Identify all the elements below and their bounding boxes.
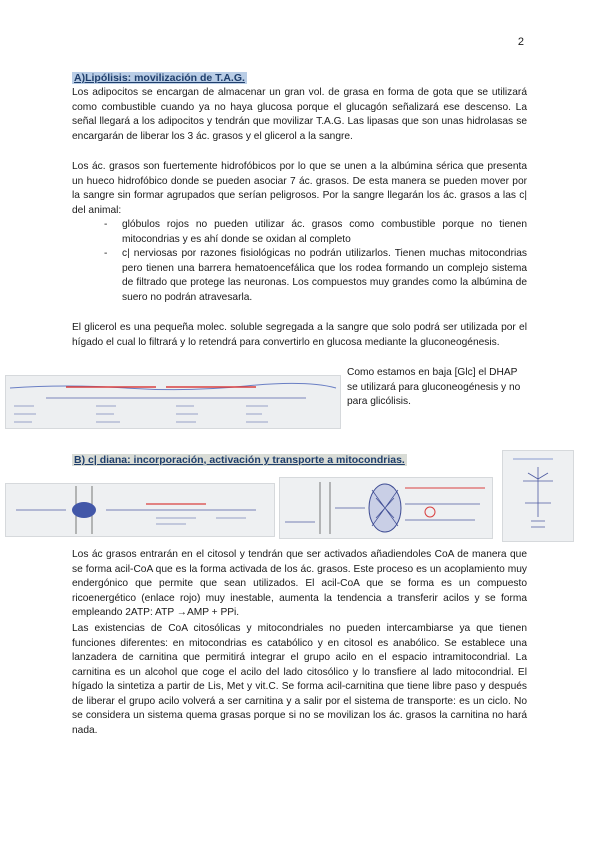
side-note: Como estamos en baja [Glc] el DHAP se utilizará para gluconeogénesis y no para glicólisis. (347, 367, 521, 407)
section-a-paragraph-1: Los adipocitos se encargan de almacenar un gran vol. de grasa en forma de gota que se utilizará como combustible cuando ya no haya glucosa porque el glucagón señalizará ese descenso. La señal llegará a los adipocitos y tendrán que movilizar T.A.G. Las lipasas que son unas hidrolasas se encargarán de liberar los 3 ác. grasos y el glicerol a la sangre. (72, 87, 527, 142)
glycerol-pathway-handwritten-image (5, 375, 341, 429)
activation-handwritten-image (5, 483, 275, 537)
list-item: - glóbulos rojos no pueden utilizar ác. grasos como combustible porque no tienen mitocondrias y es ahí donde se oxidan al completo (122, 218, 527, 247)
section-a-paragraph-2-block (72, 160, 527, 305)
carnitine-structure-handwritten-image (502, 450, 574, 542)
section-a-heading: A)Lipólisis: movilización de T.A.G. (74, 72, 245, 84)
list-item: - c| nerviosas por razones fisiológicas no podrán utilizarlos. Tienen muchas mitocondrias pero tienen una barrera hematoencefálica que los rodea formando un complejo sistema de filtrado que protege las neuronas. Los compuestos muy grandes como la albúmina de suero no podrán atravesarla. (122, 247, 527, 305)
cell-type-list (72, 218, 527, 305)
section-b-paragraph-2: Las existencias de CoA citosólicas y mitocondriales no pueden intercambiarse ya que tienen funciones diferentes: en mitocondrias es catabólico y en citosol es anabólico. Se establece una lanzadera de carnitina que permitirá integrar el grupo acilo en el espacio intramitocondrial. La carnitina es un alcohol que coge el acilo del lado citosólico y lo transfiere al lado mitocondrial. El hígado la sintetiza a partir de Lis, Met y vit.C. Se forma acil-carnitina que tiene libre paso y después de liberar el grupo acilo volverá a ser carnitina y a salir por el sistema de transporte: es un ciclo. No se considera un sistema quema grasas porque si no se movilizan los ác. grasos la carnitina no hará nada. (72, 623, 527, 736)
section-a-paragraph-2: Los ác. grasos son fuertemente hidrofóbicos por lo que se unen a la albúmina sérica que presenta un hueco hidrofóbico donde se pueden asociar 7 ác. grasos. De esta manera se pueden mover por la sangre sin formar agrupados que serían peligrosos. Por la sangre llegarán los ác. grasos a las c| del animal: (72, 161, 527, 216)
section-a-paragraph-3: El glicerol es una pequeña molec. soluble segregada a la sangre que solo podrá ser utilizada por el hígado el cual lo filtrará y lo retendrá para convertirlo en glucosa mediante la gluconeogénesis. (72, 322, 527, 348)
carnitine-shuttle-handwritten-image (279, 477, 493, 539)
page-number: 2 (517, 36, 524, 48)
section-b-paragraph-1: Los ác grasos entrarán en el citosol y tendrán que ser activados añadiendoles CoA de manera que se forma acil-CoA que es la forma activada de los ác. grasos. Este proceso es un acoplamiento muy endergónico que permite que sean utilizados. El acil-CoA que se forma es un compuesto ricoenergético (enlace rojo) muy inestable, aumenta la tendencia a transferir acilos y se forma empleando 2ATP: ATP →AMP + PPi. (72, 549, 527, 618)
section-b-heading: B) c| diana: incorporación, activación y transporte a mitocondrias. (74, 454, 405, 466)
